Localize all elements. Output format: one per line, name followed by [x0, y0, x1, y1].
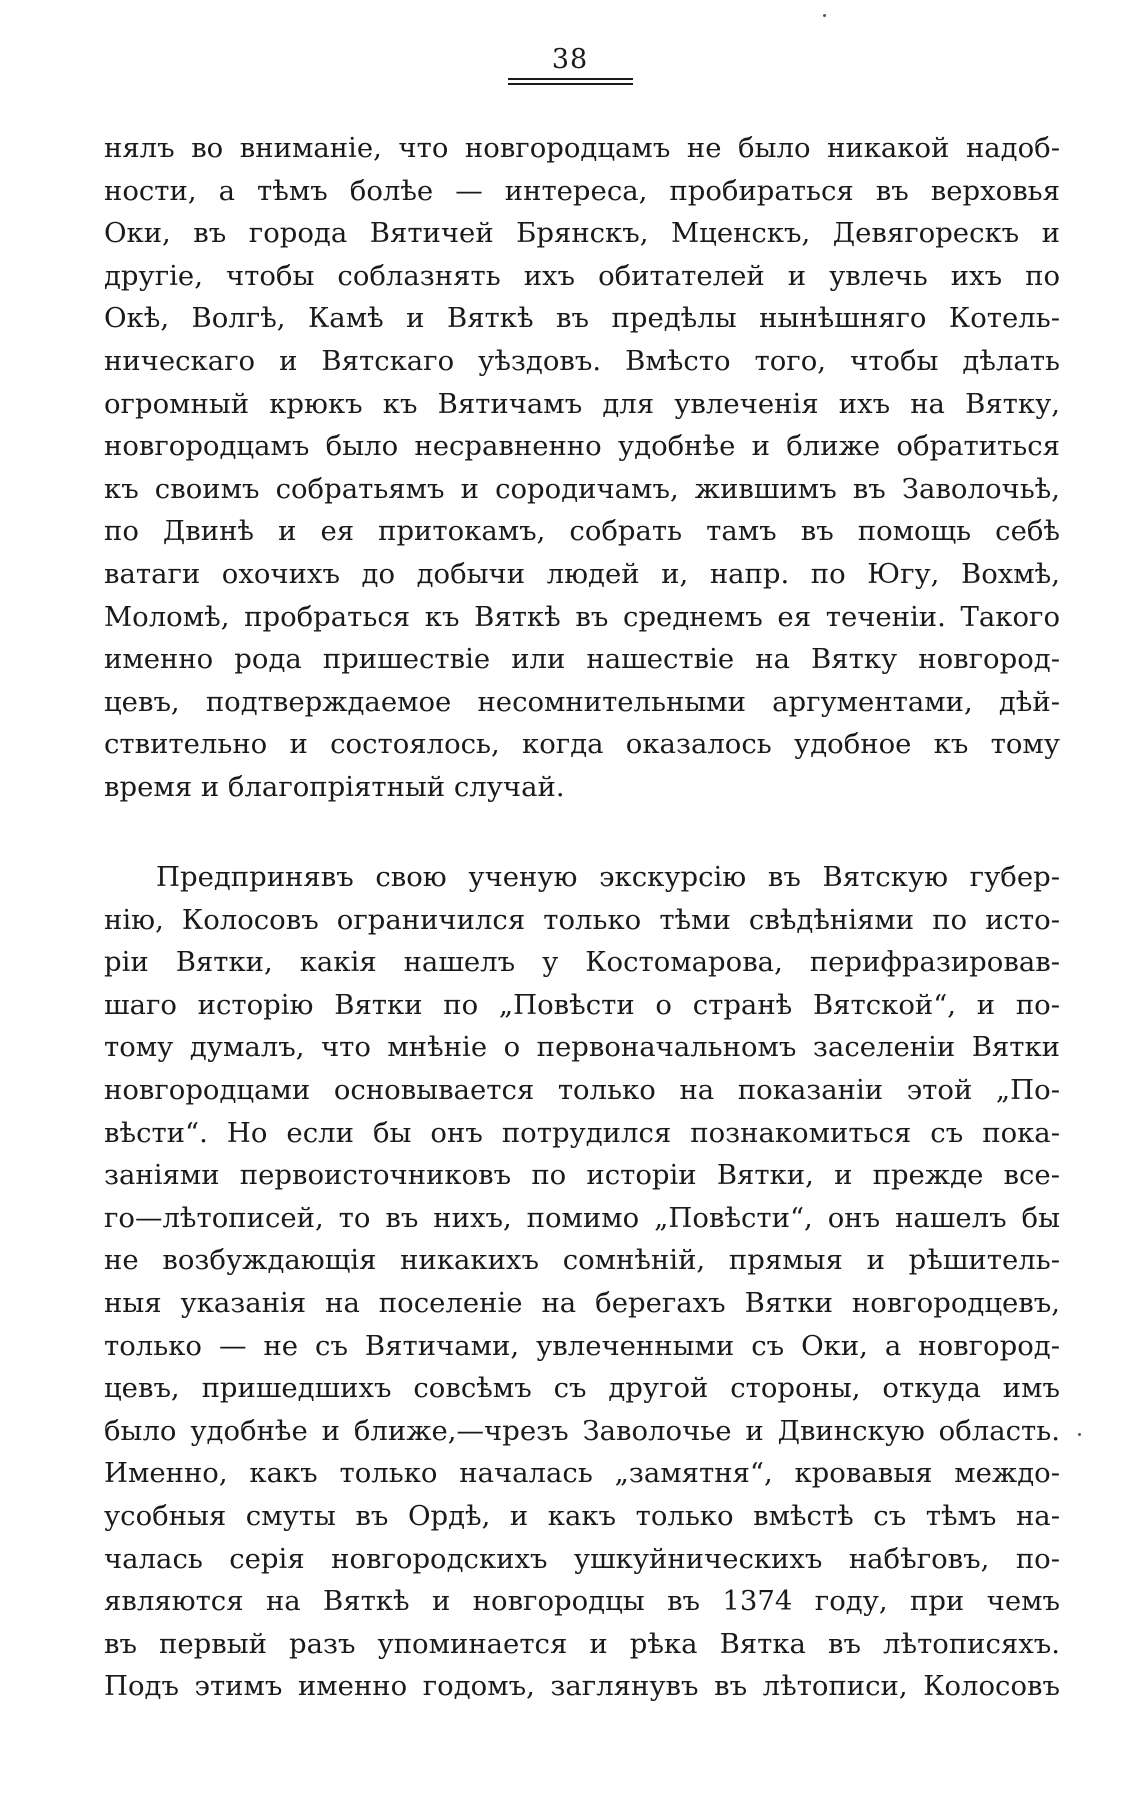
- text-line: нію, Колосовъ ограничился только тѣми свѣдѣніями по исто-: [104, 903, 1060, 936]
- text-line: нялъ во вниманіе, что новгородцамъ не было никакой надоб-: [104, 132, 1060, 164]
- text-line: новгородцами основывается только на показаніи этой „По-: [104, 1073, 1060, 1106]
- text-line: ности, а тѣмъ болѣе — интереса, пробираться въ верховья: [104, 174, 1060, 207]
- header-rule-top: [508, 78, 633, 80]
- page-number: 38: [551, 44, 589, 75]
- text-line: ствительно и состоялось, когда оказалось удобное къ тому: [104, 728, 1060, 761]
- text-line: ныя указанія на поселеніе на берегахъ Вятки новгородцевъ,: [104, 1286, 1060, 1319]
- text-line: шаго исторію Вятки по „Повѣсти о странѣ Вятской“, и по-: [104, 988, 1060, 1021]
- text-line: только — не съ Вятичами, увлеченными съ Оки, а новгород-: [104, 1329, 1060, 1362]
- text-line: по Двинѣ и ея притокамъ, собрать тамъ въ помощь себѣ: [104, 515, 1060, 548]
- text-line: являются на Вяткѣ и новгородцы въ 1374 году, при чемъ: [104, 1585, 1060, 1618]
- header-rule-bottom: [508, 83, 633, 85]
- text-line: новгородцамъ было несравненно удобнѣе и ближе обратиться: [104, 430, 1060, 463]
- text-line: вѣсти“. Но если бы онъ потрудился познакомиться съ пока-: [104, 1116, 1060, 1149]
- paragraph-2: [104, 856, 1060, 1708]
- text-line: цевъ, подтверждаемое несомнительными аргументами, дѣй-: [104, 685, 1060, 718]
- text-line: го—лѣтописей, то въ нихъ, помимо „Повѣсти“, онъ нашелъ бы: [104, 1201, 1060, 1234]
- text-line: другіе, чтобы соблазнять ихъ обитателей и увлечь ихъ по: [104, 259, 1060, 292]
- text-line: было удобнѣе и ближе,—чрезъ Заволочье и Двинскую область.: [104, 1414, 1060, 1447]
- scan-speck: [823, 14, 826, 17]
- text-line: тому думалъ, что мнѣніе о первоначальномъ заселеніи Вятки: [104, 1031, 1060, 1064]
- text-line: Предпринявъ свою ученую экскурсію въ Вятскую губер-: [156, 861, 1060, 893]
- text-line: заніями первоисточниковъ по исторіи Вятки, и прежде все-: [104, 1159, 1060, 1192]
- text-line: чалась серія новгородскихъ ушкуйническихъ набѣговъ, по-: [104, 1542, 1060, 1575]
- text-line: время и благопріятный случай.: [104, 770, 565, 803]
- text-line: въ первый разъ упоминается и рѣка Вятка въ лѣтописяхъ.: [104, 1627, 1060, 1660]
- text-line: цевъ, пришедшихъ совсѣмъ съ другой стороны, откуда имъ: [104, 1372, 1060, 1405]
- text-line: огромный крюкъ къ Вятичамъ для увлеченія ихъ на Вятку,: [104, 387, 1060, 420]
- paragraph-1: [104, 127, 1060, 809]
- text-line: Окѣ, Волгѣ, Камѣ и Вяткѣ въ предѣлы нынѣшняго Котель-: [104, 302, 1060, 335]
- text-line: усобныя смуты въ Ордѣ, и какъ только вмѣстѣ съ тѣмъ на-: [104, 1499, 1060, 1532]
- text-line: къ своимъ собратьямъ и сородичамъ, жившимъ въ Заволочьѣ,: [104, 472, 1060, 505]
- text-line: Подъ этимъ именно годомъ, заглянувъ въ лѣтописи, Колосовъ: [104, 1670, 1060, 1703]
- text-line: Именно, какъ только началась „замятня“, кровавыя междо-: [104, 1457, 1060, 1490]
- text-line: Оки, въ города Вятичей Брянскъ, Мценскъ, Девягорескъ и: [104, 217, 1060, 250]
- scan-speck: [1078, 1433, 1081, 1436]
- text-line: не возбуждающія никакихъ сомнѣній, прямыя и рѣшитель-: [104, 1244, 1060, 1277]
- text-line: Моломѣ, пробраться къ Вяткѣ въ среднемъ ея теченіи. Такого: [104, 600, 1060, 633]
- text-line: именно рода пришествіе или нашествіе на Вятку новгород-: [104, 643, 1060, 676]
- text-line: ническаго и Вятскаго уѣздовъ. Вмѣсто того, чтобы дѣлать: [104, 344, 1060, 377]
- text-line: ватаги охочихъ до добычи людей и, напр. по Югу, Вохмѣ,: [104, 557, 1060, 590]
- text-line: ріи Вятки, какія нашелъ у Костомарова, перифразировав-: [104, 946, 1060, 979]
